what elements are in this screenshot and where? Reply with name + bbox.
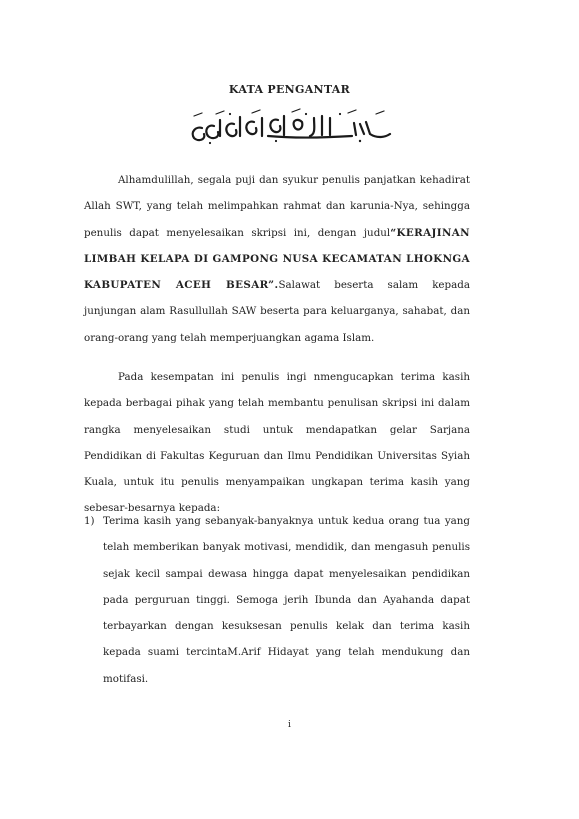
list-item-number: 1) — [84, 515, 95, 527]
list-item-text: Terima kasih yang sebanyak-banyaknya untuk kedua orang tua yang telah memberikan banyak motivasi, mendidik, dan mengasuh penulis sejak kecil sampai dewasa hingga dapat menyelesaikan pendidikan pada perguruan tinggi. Semoga jerih Ibunda dan Ayahanda dapat terbayarkan dengan kesuksesan penulis kelak dan terima kasih kepada suami tercintaM.Arif Hidayat yang telah mendukung dan motifasi. — [103, 515, 470, 685]
basmala-calligraphy — [180, 108, 400, 148]
basmala-calligraphy-image — [180, 108, 400, 148]
intro-text-before: Alhamdulillah, segala puji dan syukur penulis panjatkan kehadirat Allah SWT, yang telah melimpahkan rahmat dan karunia-Nya, sehingga penulis dapat menyelesaikan skripsi ini, dengan judul — [84, 174, 470, 239]
intro-text-after: Salawat beserta salam kepada junjungan alam Rasullullah SAW beserta para keluarganya, sahabat, dan orang-orang yang telah memperjuangkan agama Islam. — [84, 279, 470, 344]
paragraph-acknowledgement — [84, 364, 470, 522]
thesis-title-emphasis: “KERAJINAN LIMBAH KELAPA DI GAMPONG NUSA KECAMATAN LHOKNGA KABUPATEN ACEH BESAR”. — [84, 226, 470, 292]
acknowledgement-list — [84, 508, 470, 692]
list-item — [84, 508, 470, 692]
paragraph-acknowledgement-text: Pada kesempatan ini penulis ingi nmengucapkan terima kasih kepada berbagai pihak yang telah membantu penulisan skripsi ini dalam rangka menyelesaikan studi untuk mendapatkan gelar Sarjana Pendidikan di Fakultas Keguruan dan Ilmu Pendidikan Universitas Syiah Kuala, untuk itu penulis menyampaikan ungkapan terima kasih yang sebesar-besarnya kepada: — [84, 371, 470, 515]
paragraph-introduction-text — [84, 167, 470, 351]
paragraph-introduction — [84, 167, 470, 351]
page-number: i — [288, 720, 291, 730]
page-title: KATA PENGANTAR — [228, 83, 351, 96]
